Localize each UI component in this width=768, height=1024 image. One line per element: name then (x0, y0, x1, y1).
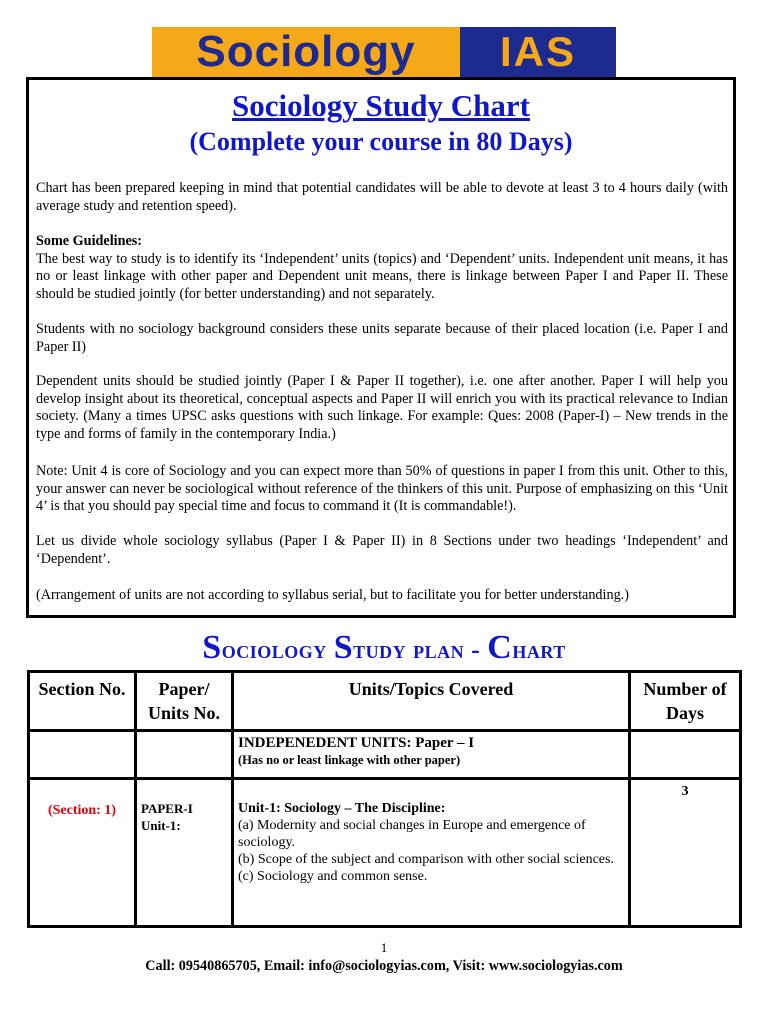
logo-banner (152, 27, 616, 77)
intro-paragraph-6: Let us divide whole sociology syllabus (Paper I & Paper II) in 8 Sections under two headings ‘Independent’ and ‘Dependent’. (36, 533, 728, 567)
topic-item: (b) Scope of the subject and comparison with other social sciences. (238, 852, 614, 867)
topic-item: (c) Sociology and common sense. (238, 869, 428, 884)
table-header-row (29, 672, 741, 731)
paper-label: PAPER-I (141, 801, 193, 816)
group-subheading: (Has no or least linkage with other paper) (238, 753, 461, 767)
guidelines-heading: Some Guidelines: (36, 233, 143, 249)
days-count: 3 (630, 779, 741, 927)
header-days: Number of Days (630, 672, 741, 731)
page-title: Sociology Study Chart (232, 88, 530, 123)
table-row (29, 731, 741, 779)
contact-footer: Call: 09540865705, Email: info@sociologyias.com, Visit: www.sociologyias.com (145, 958, 623, 974)
page-subtitle: (Complete your course in 80 Days) (189, 127, 573, 156)
paper-unit-cell (136, 779, 233, 927)
header-section: Section No. (29, 672, 136, 731)
intro-paragraph-5: Note: Unit 4 is core of Sociology and you can expect more than 50% of questions in paper I from this unit. Other to this, your answer can never be sociological without reference of the thinkers of this unit. Purpose of emphasizing on this ‘Unit 4’ is that you should pay special time and focus to command it (It is commandable!). (36, 463, 728, 515)
topics-cell (233, 779, 630, 927)
unit-label: Unit-1: (141, 818, 181, 833)
guidelines-block (36, 233, 728, 303)
intro-paragraph-1: Chart has been prepared keeping in mind that potential candidates will be able to devote at least 3 to 4 hours daily (with average study and retention speed). (36, 180, 728, 214)
header-topics: Units/Topics Covered (233, 672, 630, 731)
group-heading: INDEPENEDENT UNITS: Paper – I (238, 735, 475, 751)
header-paper: Paper/ Units No. (136, 672, 233, 731)
topic-item: (a) Modernity and social changes in Europe and emergence of sociology. (238, 818, 586, 850)
plan-title: Sociology Study plan - Chart (202, 629, 566, 666)
intro-paragraph-7: (Arrangement of units are not according to syllabus serial, but to facilitate you for better understanding.) (36, 587, 629, 603)
study-plan-table (27, 670, 742, 928)
table-cell (630, 731, 741, 779)
intro-paragraph-4: Dependent units should be studied jointly (Paper I & Paper II together), i.e. one after another. Paper I will help you develop insight about its theoretical, conceptual aspects and Paper II will enrich you with its practical relevance to Indian society. (Many a times UPSC asks questions with such linkage. For example: Ques: 2008 (Paper-I) – New trends in the type and forms of family in the contemporary India.) (36, 373, 728, 442)
unit-title: Unit-1: Sociology – The Discipline: (238, 801, 446, 816)
intro-box (26, 77, 736, 618)
logo-text-ias: IAS (460, 27, 616, 77)
table-cell (233, 731, 630, 779)
table-cell (29, 731, 136, 779)
section-label: (Section: 1) (29, 779, 136, 927)
intro-paragraph-3: Students with no sociology background considers these units separate because of their placed location (i.e. Paper I and Paper II) (36, 321, 728, 355)
table-cell (136, 731, 233, 779)
page-number: 1 (380, 940, 388, 955)
guidelines-paragraph: The best way to study is to identify its ‘Independent’ units (topics) and ‘Dependent’ units. Independent unit means, it has no or least linkage with other paper and Dependent unit means, there is linkage between Paper I and Paper II. These should be studied jointly (for better understanding) and not separately. (36, 250, 728, 302)
logo-text-sociology: Sociology (196, 27, 416, 76)
table-row (29, 779, 741, 927)
